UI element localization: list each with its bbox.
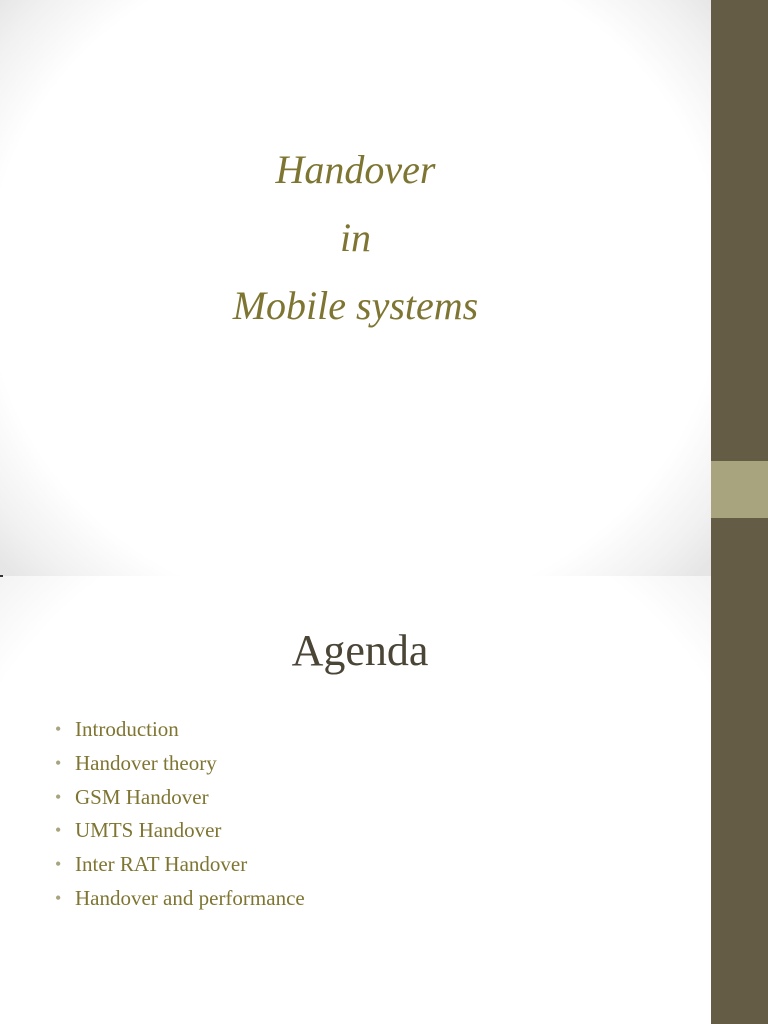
bullet-icon: •	[55, 820, 62, 841]
sidebar-accent-block	[711, 461, 768, 518]
agenda-slide	[0, 576, 768, 1024]
agenda-heading: Agenda	[291, 626, 429, 675]
list-item	[55, 848, 305, 882]
title-line-3: Mobile systems	[232, 283, 479, 328]
list-item-text: Handover theory	[75, 750, 217, 775]
bullet-icon: •	[55, 887, 62, 908]
list-item-text: Inter RAT Handover	[75, 852, 248, 877]
list-item-text: Handover and performance	[75, 885, 305, 910]
title-line-2: in	[339, 215, 372, 260]
title-line-1: Handover	[275, 147, 436, 192]
slide-separator-mark	[0, 575, 3, 577]
slide-title	[0, 136, 711, 340]
bullet-icon: •	[55, 854, 62, 875]
bullet-icon: •	[55, 719, 62, 739]
list-item-text: GSM Handover	[75, 784, 209, 809]
list-item	[55, 713, 305, 747]
list-item-text: Introduction	[75, 717, 179, 741]
list-item	[55, 747, 305, 781]
list-item	[55, 814, 305, 848]
list-item-text: UMTS Handover	[75, 818, 222, 843]
list-item	[55, 882, 305, 916]
list-item	[55, 781, 305, 815]
bullet-icon: •	[55, 752, 62, 773]
bullet-icon: •	[55, 786, 62, 807]
agenda-list	[55, 713, 305, 916]
